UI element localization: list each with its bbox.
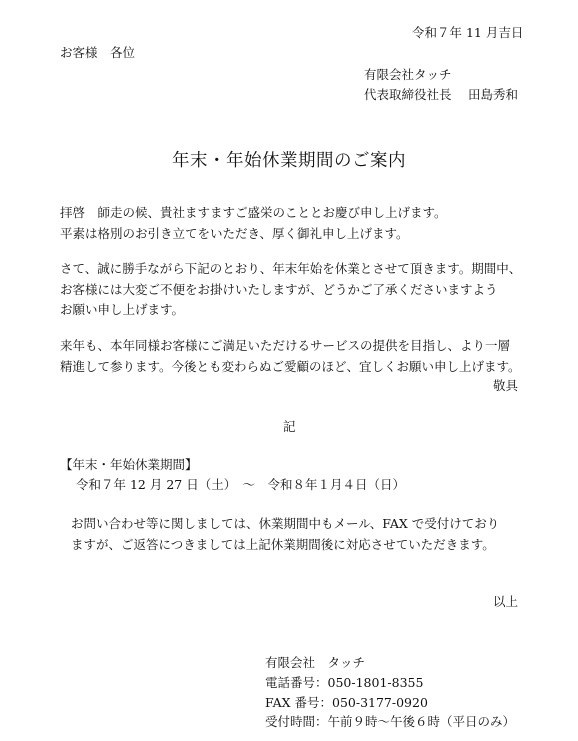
paragraph-line: お客様には大変ご不便をお掛けいたしますが、どうかご了承くださいますよう [60, 281, 498, 297]
footer-company: 有限会社 タッチ [265, 655, 366, 670]
footer-fax: FAX 番号：050-3177-0920 [265, 695, 428, 710]
period-dates: 令和７年 12 月 27 日（土） ～ 令和８年１月４日（日） [76, 477, 405, 492]
notice-paragraph [60, 259, 530, 321]
paragraph-line: 平素は格別のお引き立てをいただき、厚く御礼申し上げます。 [60, 225, 409, 241]
company-name: 有限会社タッチ [364, 67, 452, 82]
footer-phone: 電話番号：050-1801-8355 [265, 675, 424, 690]
paragraph-line: お願い申し上げます。 [60, 302, 185, 318]
keigu: 敬具 [493, 378, 519, 393]
footer-hours: 受付時間：午前９時～午後６時（平日のみ） [265, 714, 516, 729]
date: 令和７年 11 月吉日 [412, 25, 524, 40]
ki-marker: 記 [283, 419, 296, 434]
ijou: 以上 [493, 594, 519, 609]
greeting-paragraph [60, 203, 530, 244]
inquiry-paragraph [71, 514, 541, 555]
paragraph-line: ますが、ご返答につきましては上記休業期間後に対応させていただきます。 [71, 536, 495, 552]
paragraph-line: 精進して参ります。今後とも変わらぬご愛顧のほど、宜しくお願い申し上げます。 [60, 358, 521, 374]
closing-paragraph [60, 336, 530, 377]
document-title: 年末・年始休業期間のご案内 [172, 151, 406, 171]
recipient: お客様 各位 [60, 45, 136, 60]
paragraph-line: お問い合わせ等に関しましては、休業期間中もメール、FAX で受付けており [71, 516, 500, 531]
president-name: 代表取締役社長 田島秀和 [364, 87, 518, 102]
period-heading: 【年末・年始休業期間】 [60, 457, 198, 472]
paragraph-line: さて、誠に勝手ながら下記のとおり、年末年始を休業とさせて頂きます。期間中、 [60, 261, 522, 276]
paragraph-line: 拝啓 師走の候、貴社ますますご盛栄のこととお慶び申し上げます。 [60, 205, 447, 220]
paragraph-line: 来年も、本年同様お客様にご満足いただけるサービスの提供を目指し、より一層 [60, 338, 511, 353]
